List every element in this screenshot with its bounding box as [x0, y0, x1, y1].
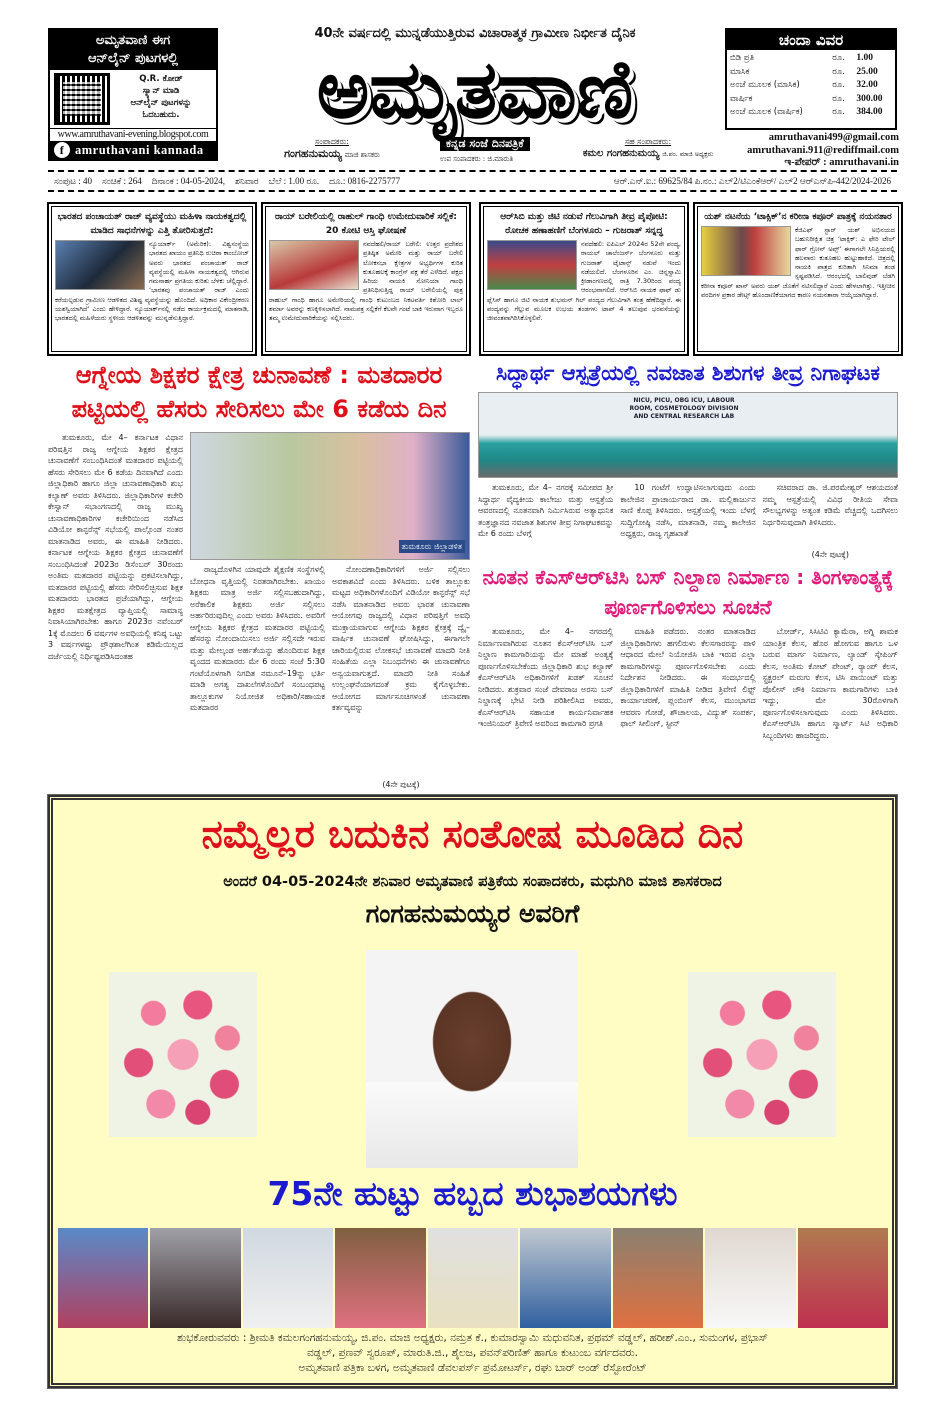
qr-code[interactable]	[54, 73, 110, 125]
qr-instructions: Q.R. ಕೋಡ್ ಸ್ಕ್ಯಾನ್ ಮಾಡಿ ಆನ್‌ಲೈನ್ ಪುಟಗಳನ್ನು ಓದಬಹುದು.	[130, 74, 192, 120]
family-photo	[520, 1228, 610, 1328]
election-headline[interactable]: ಆಗ್ನೇಯ ಶಿಕ್ಷಕರ ಕ್ಷೇತ್ರ ಚುನಾವಣೆ : ಮತದಾರರ ಪಟ್ಟಿಯಲ್ಲಿ ಹೆಸರು ಸೇರಿಸಲು ಮೇ 6 ಕಡೆಯ ದಿನ	[71, 361, 447, 423]
news-headline[interactable]: ಭಾರತದ ಪಂಚಾಯತ್ ರಾಜ್ ವ್ಯವಸ್ಥೆಯು ಮಹಿಳಾ ನಾಯಕತ್ವದಲ್ಲಿ ಮಾಡಿದ ಸಾಧನೆಗಳನ್ನು ಎತ್ತಿ ತೋರಿಸುತ್ತದೆ:	[57, 212, 247, 236]
election-meeting-photo	[190, 432, 470, 560]
news-photo	[701, 226, 791, 276]
bus-col-1: ತುಮಕೂರು, ಮೇ 4– ನಗರದಲ್ಲಿ ನಿರ್ಮಾಣವಾಗಿರುವ ನೂತನ ಕೆಎಸ್‌ಆರ್‌ಟಿಸಿ ಬಸ್ ನಿಲ್ದಾಣ ಕಾಮಗಾರಿಯನ್ನು ಮೇ ಮಾಹೆ ಅಂತ್ಯಕ್ಕೆ ಪೂರ್ಣಗೊಳಿಸಬೇಕೆಂದು ಜಿಲ್ಲಾಧಿಕಾರಿ ಶುಭ ಕಲ್ಯಾಣ್ ಕೆಎಸ್‌ಆರ್‌ಟಿಸಿ ಅಧಿಕಾರಿಗಳಿಗೆ ಖಡಕ್ ಸೂಚನೆ ನೀಡಿದರು. ಶುಕ್ರವಾರ ಸಂಜೆ ದೇವರಾಜ ಅರಸು ಬಸ್ ನಿಲ್ದಾಣಕ್ಕೆ ಭೇಟಿ ನೀಡಿ ಪರಿಶೀಲಿಸಿದ ಅವರು, ಕೆಎಸ್‌ಆರ್‌ಟಿಸಿ ಸಹಾಯಕ ಕಾರ್ಯನಿರ್ವಾಹಕ ಇಂಜಿನಿಯರ್ ತ್ರಿವೇಣಿ ಅವರಿಂದ ಕಾಮಗಾರಿ ಪ್ರಗತಿ	[478, 627, 614, 728]
family-photo	[428, 1228, 518, 1328]
photo-banner-text: NICU, PICU, OBG ICU, LABOUR ROOM, COSMETOLOGY DIVISION AND CENTRAL RESEARCH LAB	[629, 397, 739, 420]
news-photo	[487, 240, 577, 290]
volume: ಸಂಪುಟ : 40	[54, 175, 92, 186]
online-pages-title: ಅಮೃತವಾಣಿ ಈಗ ಆನ್‌ಲೈನ್ ಪುಟಗಳಲ್ಲಿ	[50, 30, 216, 70]
subscription-title: ಚಂದಾ ವಿವರ	[727, 30, 895, 50]
table-row: ಮಾಸಿಕ ರೂ. 25.00	[730, 66, 878, 77]
family-photo	[150, 1228, 240, 1328]
bus-col-3: ಬೋರ್ಡ್, ಸಿಸಿಟಿವಿ ಕ್ಯಾಮೆರಾ, ಅಗ್ನಿ ಶಾಮಕ ಯಾಂತ್ರಿಕ ಕೆಲಸ, ಹೊರ ಹೋಗುವ ಹಾಗೂ ಒಳ ಬರುವ ಮಾರ್ಗ ನಿರ್ಮಾಣ, ಲ್ಯಾಂಡ್ ಸ್ಕೇಪಿಂಗ್ ಕೆಲಸ, ಅಂತಿಮ ಕೋಟ್ ಪೇಂಟ್, ರ್‍ಯಾಂಪ್ ಕೆಲಸ, ಸ್ಟ್ರಕ್ಚರಲ್ ಮರುಗು ಕೆಲಸ, ಟಿಸಿ ಪಾಯಿಂಟ್ ಮತ್ತು ಪೊಲೀಸ್ ಚೌಕಿ ನಿರ್ಮಾಣ ಕಾಮಗಾರಿಗಳು ಬಾಕಿ ಇದ್ದು, ಮೇ 30ರೊಳಗಾಗಿ ಪೂರ್ಣಗೊಳಿಸಲಾಗುವುದು ಎಂದು ತಿಳಿಸಿದರು. ಕೆಎಸ್‌ಆರ್‌ಟಿಸಿ ಹಾಗೂ ಸ್ಮಾರ್ಟ್ ಸಿಟಿ ಅಧಿಕಾರಿ ಸಿಬ್ಬಂದಿಗಳು ಹಾಜರಿದ್ದರು.	[762, 627, 898, 740]
issue-number: ಸಂಚಿಕೆ : 264	[101, 175, 142, 186]
news-body: ನ್ಯೂಯಾರ್ಕ್ (ಅಮೆರಿಕ): ವಿಶ್ವಸಂಸ್ಥೆಯ ಭಾರತದ ಖಾಯಂ ಪ್ರತಿನಿಧಿ ರುಚಿರಾ ಕಾಂಬೋಜ್ ಅವರು ಭಾರತದ ಪಂಚಾಯತ್ ರಾಜ್ ವ್ಯವಸ್ಥೆಯಲ್ಲಿ ಮಹಿಳಾ ನಾಯಕತ್ವದಲ್ಲಿ ಆಗಿರುವ ಗಮನಾರ್ಹ ಪ್ರಗತಿಯ ಕುರಿತು ಬೆಳಕು ಚೆಲ್ಲಿದ್ದಾರೆ. ‘ಭಾರತವು ಪಂಚಾಯತ್ ರಾಜ್ ಎಂದು ಕರೆಯಲ್ಪಡುವ ಗ್ರಾಮೀಣ ಆಡಳಿತದ ವಿಶಿಷ್ಟ ವ್ಯವಸ್ಥೆಯನ್ನು ಹೊಂದಿದೆ. ಅಧಿಕಾರ ವಿಕೇಂದ್ರೀಕರಣ ಯಶಸ್ವಿಯಾಗಿದೆ’ ಎಂದು ಹೇಳಿದ್ದಾರೆ. ನ್ಯೂಯಾರ್ಕ್‌ನಲ್ಲಿ ನಡೆದ ಕಾರ್ಯಕ್ರಮದಲ್ಲಿ ಮಾತನಾಡಿ, ಭಾರತದಲ್ಲಿ ಮಹಿಳೆಯರು ಸ್ಥಳೀಯ ಆಡಳಿತವನ್ನು ಮುನ್ನಡೆಸುತ್ತಿದ್ದಾರೆ.	[55, 240, 249, 323]
table-row: ಬಿಡಿ ಪ್ರತಿ ರೂ. 1.00	[730, 53, 873, 63]
greeting-headline: ನಮ್ಮೆಲ್ಲರ ಬದುಕಿನ ಸಂತೋಷ ಮೂಡಿದ ದಿನ	[201, 812, 744, 856]
epaper-link[interactable]: ಇ-ಪೇಪರ್ : amruthavani.in	[784, 157, 899, 168]
hospital-press-photo	[478, 392, 898, 478]
rose-bouquet-right	[688, 972, 836, 1137]
family-photo	[798, 1228, 888, 1328]
news-headline[interactable]: ಆರ್‌ಸಿಬಿ ಮತ್ತು ಜಿಟಿ ನಡುವೆ ಗೆಲುವಿಗಾಗಿ ತೀವ್ರ ಪೈಪೋಟಿ: ರೋಚಕ ಹಣಾಹಣಿಗೆ ಬೆಂಗಳೂರು – ಗುಜರಾತ್ ಸನ್ನದ್ಧ	[500, 212, 668, 236]
election-col-3: ನೋಂದಣಾಧಿಕಾರಿಗಳಿಗೆ ಅರ್ಜಿ ಸಲ್ಲಿಸಲು ಅವಕಾಶವಿದೆ ಎಂದು ತಿಳಿಸಿದರು. ಬಳಿಕ ತಾಲ್ಲೂಕು ಮಟ್ಟದ ಅಧಿಕಾರಿಗಳೊಂದಿಗೆ ವಿಡಿಯೋ ಕಾನ್ಫರೆನ್ಸ್ ಸಭೆ ನಡೆಸಿ ಮಾತನಾಡಿದ ಅವರು ಭಾರತ ಚುನಾವಣಾ ಆಯೋಗವು ರಾಜ್ಯದಲ್ಲಿ ವಿಧಾನ ಪರಿಷತ್ತಿಗೆ ಅವಧಿ ಮುಕ್ತಾಯವಾಗುವ ಆಗ್ನೇಯ ಶಿಕ್ಷಕರ ಕ್ಷೇತ್ರಕ್ಕೆ ದ್ವೈ–ವಾರ್ಷಿಕ ಚುನಾವಣೆ ಘೋಷಿಸಿದ್ದು, ಈಗಾಗಲೇ ಜಾರಿಯಲ್ಲಿರುವ ಲೋಕಸಭೆ ಚುನಾವಣೆ ಮಾದರಿ ನೀತಿ ಸಂಹಿತೆಯ ಎಲ್ಲಾ ನಿಬಂಧನೆಗಳು ಈ ಚುನಾವಣೆಗೂ ಅನ್ವಯವಾಗುತ್ತದೆ. ಮಾದರಿ ನೀತಿ ಸಂಹಿತೆ ಉಲ್ಲಂಘನೆಯಾಗದಂತೆ ಕ್ರಮ ಕೈಗೊಳ್ಳಬೇಕು. ಆಯೋಗದ ಮಾರ್ಗಸೂಚಿಗಳಂತೆ ಚುನಾವಣಾ ಕರ್ತವ್ಯವನ್ನು	[332, 565, 470, 712]
news-body: ಕೆಜಿಎಫ್ ಸ್ಟಾರ್ ಯಶ್ ಅಭಿನಯದ ಬಹುನಿರೀಕ್ಷಿತ ಚಿತ್ರ ‘ಟಾಕ್ಸಿಕ್: ಎ ಫೇರಿ ಟೇಲ್ ಫಾರ್ ಗ್ರೋನ್ ಅಪ್ಸ್’ ಈಗಾಗಲೇ ಸಿನಿಪ್ರಿಯರಲ್ಲಿ ಹಲವಾರು ಕುತೂಹಲ ಹುಟ್ಟುಹಾಕಿದೆ. ಚಿತ್ರದಲ್ಲಿ ನಾಯಕಿ ಪಾತ್ರದ ಕುರಿತಾಗಿ ಸಿನಿಮಾ ತಂಡ ಸ್ಪಷ್ಟಪಡಿಸಿದೆ. ಆರಂಭದಲ್ಲಿ ಬಾಲಿವುಡ್ ಬೆಡಗಿ ಕರೀನಾ ಕಪೂರ್ ಖಾನ್ ಅವರು ಯಶ್ ಜೊತೆಗೆ ನಟಿಸಲಿದ್ದಾರೆ ಎಂದು ಹೇಳಲಾಗಿತ್ತು. ಇತ್ತೀಚಿನ ವರದಿಗಳ ಪ್ರಕಾರ ಡೇಟ್ಸ್ ಹೊಂದಾಣಿಕೆಯಾಗದ ಕಾರಣ ನಯನತಾರಾ ಆಯ್ಕೆಯಾಗಿದ್ದಾರೆ.	[701, 226, 895, 300]
family-photo	[243, 1228, 333, 1328]
right-articles	[478, 358, 898, 790]
family-photo	[613, 1228, 703, 1328]
honoree-portrait	[366, 950, 578, 1168]
bus-col-2: ಮಾಹಿತಿ ಪಡೆದರು. ನಂತರ ಮಾತನಾಡಿದ ಜಿಲ್ಲಾಧಿಕಾರಿಗಳು ಹಗಲಿರುಳು ಕೆಲಸಗಾರರನ್ನು ಪಾಳಿ ಆಧಾರದ ಮೇಲೆ ನಿಯೋಜಿಸಿ ಬಾಕಿ ಇರುವ ಎಲ್ಲಾ ಕಾಮಗಾರಿಗಳನ್ನು ಪೂರ್ಣಗೊಳಿಸಬೇಕು ಎಂದು ನಿರ್ದೇಶನ ನೀಡಿದರು. ಈ ಸಂದರ್ಭದಲ್ಲಿ ಜಿಲ್ಲಾಧಿಕಾರಿಗಳಿಗೆ ಮಾಹಿತಿ ನೀಡಿದ ತ್ರಿವೇಣಿ ಲಿಫ್ಟ್ ಕಾರ್ಯಾಚರಣೆ, ಪ್ಲಂಬಿಂಗ್ ಕೆಲಸ, ಮುಂಭಾಗದ ಆವರಣ ಗೋಡೆ, ಶೌಚಾಲಯ, ವಿದ್ಯುತ್ ಸಂಪರ್ಕ, ಫಾಲ್ ಸೀಲಿಂಗ್, ಸ್ಟೀನ್	[620, 627, 756, 728]
sub-editor: ಉಪ ಸಂಪಾದಕರು : ಜಿ.ಮಾರುತಿ	[440, 155, 514, 163]
hospital-col-3: ಸಚಿವರಾದ ಡಾ. ಜಿ.ಪರಮೇಶ್ವರ್ ಆಶಯದಂತೆ ನಮ್ಮ ಆಸ್ಪತ್ರೆಯಲ್ಲಿ ವಿವಿಧ ರೀತಿಯ ಸೇವಾ ಸೌಲಭ್ಯಗಳನ್ನು ಅತ್ಯಂತ ಕಡಿಮೆ ವೆಚ್ಚದಲ್ಲಿ ಒದಗಿಸಲು ನಿರ್ಧರಿಸುವುದಾಗಿ ತಿಳಿಸಿದರು.	[762, 483, 898, 527]
rose-bouquet-left	[109, 972, 257, 1137]
online-pages-box	[48, 28, 218, 161]
news-headline[interactable]: ಯಶ್ ನಟನೆಯ ‘ಟಾಕ್ಸಿಕ್’ನ ಕರೀನಾ ಕಪೂರ್ ಪಾತ್ರಕ್ಕೆ ನಯನತಾರ	[704, 212, 892, 222]
issue-info-bar	[48, 170, 897, 192]
family-photo	[705, 1228, 795, 1328]
continued-link[interactable]: (4ನೇ ಪುಟಕ್ಕೆ)	[382, 779, 420, 789]
table-row: ಅಂಚೆ ಮೂಲಕ (ವಾರ್ಷಿಕ) ರೂ. 384.00	[730, 107, 883, 117]
continued-link[interactable]: (4ನೇ ಪುಟಕ್ಕೆ)	[811, 549, 849, 559]
price: ಬೆಲೆ : 1.00 ರೂ.	[268, 175, 320, 186]
masthead-tagline: 40ನೇ ವರ್ಷದಲ್ಲಿ ಮುನ್ನಡೆಯುತ್ತಿರುವ ವಿಚಾರಾತ್ಮಕ ಗ್ರಾಮೀಣ ನಿರ್ಭೀತ ದೈನಿಕ	[314, 26, 636, 41]
photo-caption: ತುಮಕೂರು ಜಿಲ್ಲಾಡಳಿತ	[399, 540, 465, 553]
birthday-wish: 75ನೇ ಹುಟ್ಟು ಹಬ್ಬದ ಶುಭಾಶಯಗಳು	[267, 1174, 678, 1213]
news-box[interactable]	[48, 203, 256, 355]
election-article	[48, 358, 470, 790]
news-box[interactable]	[694, 203, 902, 355]
election-col-3-wrap	[332, 564, 470, 790]
masthead-subtitle: ಕನ್ನಡ ಸಂಜೆ ದಿನಪತ್ರಿಕೆ	[440, 137, 530, 151]
phone: ದೂ.: 0816-2275777	[329, 175, 401, 186]
news-body: ನವದೆಹಲಿ: ಐಪಿಎಲ್ 2024ರ 52ನೇ ಪಂದ್ಯ, ರಾಯಲ್ ಚಾಲೆಂಜರ್ಸ್ ಬೆಂಗಳೂರು ಮತ್ತು ಗುಜರಾತ್ ಟೈಟಾನ್ಸ್ ನಡುವೆ ಇಂದು ನಡೆಯಲಿದೆ. ಬೆಂಗಳೂರಿನ ಎಂ. ಚಿನ್ನಸ್ವಾಮಿ ಕ್ರೀಡಾಂಗಣದಲ್ಲಿ ರಾತ್ರಿ 7.30ರಿಂದ ಪಂದ್ಯ ಆರಂಭವಾಗಲಿದೆ. ಆರ್‌ಸಿಬಿ ನಾಯಕ ಫಾಫ್ ಡು ಪ್ಲೆಸಿಸ್ ಹಾಗೂ ಜಿಟಿ ನಾಯಕ ಶುಭಮನ್ ಗಿಲ್ ಪಂದ್ಯದ ಗೆಲುವಿಗಾಗಿ ತಂತ್ರ ಹೆಣೆದಿದ್ದಾರೆ. ಈ ಪಂದ್ಯವನ್ನು ಗೆಲ್ಲುವ ಮೂಲಕ ಉಭಯ ತಂಡಗಳು ಟಾಪ್ 4 ತಲುಪುವ ಭರವಸೆಯನ್ನು ಜೀವಂತವಾಗಿರಿಸಿಕೊಳ್ಳಲಿವೆ.	[487, 240, 681, 323]
bus-stand-headline[interactable]: ನೂತನ ಕೆಎಸ್‌ಆರ್‌ಟಿಸಿ ಬಸ್ ನಿಲ್ದಾಣ ನಿರ್ಮಾಣ : ತಿಂಗಳಾಂತ್ಯಕ್ಕೆ ಪೂರ್ಣಗೊಳಿಸಲು ಸೂಚನೆ	[482, 565, 894, 619]
subscription-box	[725, 28, 897, 130]
honoree-name: ಗಂಗಹನುಮಯ್ಯರ ಅವರಿಗೆ	[365, 899, 580, 928]
election-col-1: ತುಮಕೂರು, ಮೇ 4– ಕರ್ನಾಟಕ ವಿಧಾನ ಪರಿಷತ್ತಿನ ರಾಜ್ಯ ಆಗ್ನೇಯ ಶಿಕ್ಷಕರ ಕ್ಷೇತ್ರದ ಚುನಾವಣೆಗೆ ಸಂಬಂಧಿಸಿದಂತೆ ಮತದಾರರ ಪಟ್ಟಿಯಲ್ಲಿ ಹೆಸರು ಸೇರಿಸಲು ಮೇ 6 ಕಡೆಯ ದಿನವಾಗಿದೆ ಎಂದು ಜಿಲ್ಲಾಧಿಕಾರಿ ಹಾಗೂ ಜಿಲ್ಲಾ ಚುನಾವಣಾಧಿಕಾರಿ ಶುಭ ಕಲ್ಯಾಣ್ ಅವರು ತಿಳಿಸಿದರು. ಜಿಲ್ಲಾಧಿಕಾರಿಗಳ ಕಚೇರಿ ಕೇಸ್ವಾನ್ ಸಭಾಂಗಣದಲ್ಲಿ ರಾಜ್ಯ ಮುಖ್ಯ ಚುನಾವಣಾಧಿಕಾರಿಗಳ ಕಚೇರಿಯಿಂದ ನಡೆಸಿದ ವಿಡಿಯೋ ಕಾನ್ಫರೆನ್ಸ್ ಸಭೆಯಲ್ಲಿ ಪಾಲ್ಗೊಂಡ ನಂತರ ಮಾತನಾಡಿದ ಅವರು, ಈ ಮಾಹಿತಿ ನೀಡಿದರು. ಕರ್ನಾಟಕ ಆಗ್ನೇಯ ಶಿಕ್ಷಕರ ಕ್ಷೇತ್ರದ ಚುನಾವಣೆಗೆ ಸಂಬಂಧಿಸಿದಂತೆ 2023ರ ಡಿಸೆಂಬರ್ 30ರಂದು ಅಂತಿಮ ಮತದಾರರ ಪಟ್ಟಿಯನ್ನು ಪ್ರಕಟಿಸಲಾಗಿದ್ದು, ಮತದಾರರ ಪಟ್ಟಿಯಲ್ಲಿ ಹೆಸರು ಸೇರಿಸಲಿಚ್ಛಿಸುವ ಶಿಕ್ಷಕ ಮತದಾರರು ಭಾರತದ ಪ್ರಜೆಯಾಗಿದ್ದು, ಆಗ್ನೇಯ ಶಿಕ್ಷಕರ ಮತಕ್ಷೇತ್ರದ ವ್ಯಾಪ್ತಿಯಲ್ಲಿ ಸಾಮಾನ್ಯ ನಿವಾಸಿಯಾಗಿರಬೇಕು ಹಾಗೂ 2023ರ ನವೆಂಬರ್ 1ಕ್ಕೆ ಮೊದಲು 6 ವರ್ಷಗಳ ಅವಧಿಯಲ್ಲಿ ಕನಿಷ್ಠ ಒಟ್ಟು 3 ವರ್ಷಗಳಷ್ಟು ಪ್ರೌಢಶಾಲೆಗಿಂತ ಕಡಿಮೆಯಿಲ್ಲದ ದರ್ಜೆಯಲ್ಲಿ ನಿರ್ಧಿಷ್ಟಪಡಿಸಿದಂತಹ	[48, 433, 183, 661]
email-rediff[interactable]: amruthavani.911@rediffmail.com	[747, 145, 899, 156]
greeting-line: ಅಂದರೆ 04-05-2024ನೇ ಶನಿವಾರ ಅಮೃತವಾಣಿ ಪತ್ರಿಕೆಯ ಸಂಪಾದಕರು, ಮಧುಗಿರಿ ಮಾಜಿ ಶಾಸಕರಾದ	[223, 874, 722, 890]
facebook-icon: f	[54, 142, 70, 158]
facebook-link[interactable]: f amruthavani kannada	[50, 141, 216, 159]
hospital-col-2: 10 ಗಂಟೆಗೆ ಉದ್ಘಾಟಿಸಲಾಗುವುದು ಎಂದು ಕಾಲೇಜಿನ ಪ್ರಾಚಾರ್ಯರಾದ ಡಾ. ಮಲ್ಲಿಕಾರ್ಜುನ ಸಾಣಿ ಕೊಪ್ಪ ತಿಳಿಸಿದರು. ಆಸ್ಪತ್ರೆಯಲ್ಲಿ ಇಂದು ಬೆಳಗ್ಗೆ ಸುದ್ದಿಗೋಷ್ಠಿ ನಡೆಸಿ, ಮಾತನಾಡಿ, ನಮ್ಮ ಕಾಲೇಜಿನ ಅಧ್ಯಕ್ಷರು, ರಾಜ್ಯ ಗೃಹಖಾತೆ	[620, 483, 756, 538]
newspaper-logo: ಅಮೃತವಾಣಿ	[316, 43, 634, 136]
news-headline[interactable]: ರಾಯ್ ಬರೇಲಿಯಲ್ಲಿ ರಾಹುಲ್ ಗಾಂಧಿ ಉಮೇದುವಾರಿಕೆ ಸಲ್ಲಿಕೆ: 20 ಕೋಟಿ ಆಸ್ತಿ ಘೋಷಣೆ	[274, 212, 457, 236]
table-row: ಅಂಚೆ ಮೂಲಕ (ಮಾಸಿಕ) ರೂ. 32.00	[730, 80, 878, 90]
family-photos-row	[58, 1228, 888, 1328]
hospital-col-1: ತುಮಕೂರು, ಮೇ 4– ನಗರಕ್ಕೆ ಸಮೀಪದ ಶ್ರೀ ಸಿದ್ಧಾರ್ಥ ವೈದ್ಯಕೀಯ ಕಾಲೇಜು ಮತ್ತು ಆಸ್ಪತ್ರೆಯ ಆವರಣದಲ್ಲಿ ನೂತನವಾಗಿ ನಿರ್ಮಿಸಿರುವ ಅತ್ಯಾಧುನಿಕ ತಂತ್ರಜ್ಞಾನದ ನವಜಾತ ಶಿಶುಗಳ ತೀವ್ರ ನಿಗಾಘಟಕವನ್ನು ಮೇ 6 ರಂದು ಬೆಳಗ್ಗೆ	[478, 483, 614, 538]
news-box[interactable]	[480, 203, 688, 355]
issue-day: ಶನಿವಾರ	[235, 175, 259, 186]
registration: ಆರ್.ಎನ್.ಐ.: 69625/84 ಪಿ.ನಂ.: ಎಲ್2/ಟಿಎಂಕೆಆರ್/ ಎಲ್2 ಆರ್‌ಎನ್‌ಪಿ-442/2024-2026	[613, 175, 891, 186]
issue-date: ದಿನಾಂಕ : 04-05-2024,	[151, 175, 225, 186]
email-gmail[interactable]: amruthavani499@gmail.com	[768, 132, 899, 143]
news-photo	[269, 240, 359, 290]
family-photo	[335, 1228, 425, 1328]
election-col-2: ರಾಜ್ಯದೊಳಗಿನ ಯಾವುದೇ ಶೈಕ್ಷಣಿಕ ಸಂಸ್ಥೆಗಳಲ್ಲಿ ಬೋಧನಾ ವೃತ್ತಿಯಲ್ಲಿ ನಿರತರಾಗಿರಬೇಕು. ಖಾಯಂ ಶಿಕ್ಷಕರು ಮಾತ್ರ ಅರ್ಜಿ ಸಲ್ಲಿಸಬಹುದಾಗಿದ್ದು, ಅರೆಕಾಲಿಕ ಶಿಕ್ಷಕರು ಅರ್ಜಿ ಸಲ್ಲಿಸಲು ಅರ್ಹರಿರುವುದಿಲ್ಲ ಎಂದು ಅವರು ತಿಳಿಸಿದರು. ಅವರಿಗೆ ಆಗ್ನೇಯ ಶಿಕ್ಷಕರ ಕ್ಷೇತ್ರದ ಮತದಾರರ ಪಟ್ಟಿಯಲ್ಲಿ ಹೆಸರನ್ನು ನೋಂದಾಯಿಸಲು ಅರ್ಜಿ ಸಲ್ಲಿಸದೇ ಇರುವ ಮತ್ತು ಮೇಲ್ಕಂಡ ಅರ್ಹತೆಯನ್ನು ಹೊಂದಿರುವ ಶಿಕ್ಷಕ ವೃಂದದ ಮತದಾರರು ಮೇ 6 ರಂದು ಸಂಜೆ 5:30 ಗಂಟೆಯೊಳಗಾಗಿ ನಿಗದಿತ ನಮೂನೆ–19ನ್ನು ಭರ್ತಿ ಮಾಡಿ ಅಗತ್ಯ ದಾಖಲೆಗಳೊಂದಿಗೆ ಸಂಬಂಧಪಟ್ಟ ತಾಲ್ಲೂಕುಗಳ ನಿಯೋಜಿತ ಅಧಿಕಾರಿ/ಸಹಾಯಕ ಮತದಾರರ	[190, 565, 325, 712]
news-body: ನವದೆಹಲಿ/ರಾಯ್ ಬರೇಲಿ: ಉತ್ತರ ಪ್ರದೇಶದ ಪ್ರತಿಷ್ಠಿತ ಅಮೇಠಿ ಮತ್ತು ರಾಯ್ ಬರೇಲಿ ಲೋಕಸಭಾ ಕ್ಷೇತ್ರಗಳ ಅಭ್ಯರ್ಥಿಗಳ ಕುರಿತ ಕುತೂಹಲಕ್ಕೆ ಕಾಂಗ್ರೆಸ್ ಪಕ್ಷ ತೆರೆ ಎಳೆದಿದೆ. ಪಕ್ಷದ ಹಿರಿಯ ನಾಯಕಿ ಸೋನಿಯಾ ಗಾಂಧಿ ಪ್ರತಿನಿಧಿಸುತ್ತಿದ್ದ ರಾಯ್ ಬರೇಲಿಯಲ್ಲಿ ಪುತ್ರ ರಾಹುಲ್ ಗಾಂಧಿ ಹಾಗೂ ಅಮೇಠಿಯಲ್ಲಿ ಗಾಂಧಿ ಕುಟುಂಬದ ನಿಕಟವರ್ತಿ ಕಿಶೋರಿ ಲಾಲ್ ಶರ್ಮಾ ಅವರನ್ನು ಕಣಕ್ಕಿಳಿಸಲಾಗಿದೆ. ನಾಮಪತ್ರ ಸಲ್ಲಿಕೆಗೆ ಕೆಲವೇ ಗಂಟೆ ಬಾಕಿ ಇರುವಾಗ ಇಬ್ಬರೂ ತಮ್ಮ ಉಮೇದುವಾರಿಕೆಯನ್ನು ಸಲ್ಲಿಸಿದರು.	[269, 240, 463, 323]
family-photo	[58, 1228, 148, 1328]
blog-url[interactable]: www.amruthavani-evening.blogspot.com	[50, 128, 216, 141]
news-photo	[55, 240, 145, 290]
table-row: ವಾರ್ಷಿಕ ರೂ. 300.00	[730, 93, 883, 104]
news-box[interactable]	[262, 203, 470, 355]
wishers-list: ಶುಭಕೋರುವವರು : ಶ್ರೀಮತಿ ಕಮಲಗಂಗಹನುಮಯ್ಯ, ಜಿ.ಪಂ. ಮಾಜಿ ಅಧ್ಯಕ್ಷರು, ನಮ್ರತ ಕೆ., ಕುಮಾರಸ್ವಾಮಿ ಮಧುವನಿತ, ಪ್ರಥಮ್ ವಡ್ಡಲ್, ಹರೀಶ್.ಎಂ., ಸುಮಂಗಳ, ಪ್ರಭಾಸ್ ವಡ್ಡಲ್, ಪ್ರಣವ್ ಸ್ವರೂಪ್, ಮಾರುತಿ.ಜಿ., ಶೈಲಜ, ಪವನ್‌ಪರಿಣಿತ್ ಹಾಗೂ ಕುಟುಂಬ ವರ್ಗದವರು. ಅಮೃತವಾಣಿ ಪತ್ರಿಕಾ ಬಳಗ, ಅಮೃತವಾಣಿ ಡೆವಲಪರ್ಸ್ ಪ್ರಮೋಟರ್ಸ್, ರಘು ಬಾರ್ ಅಂಡ್ ರೆಸ್ಟೋರೆಂಟ್	[177, 1332, 768, 1374]
subscription-table	[727, 52, 895, 120]
hospital-headline[interactable]: ಸಿದ್ಧಾರ್ಥ ಆಸ್ಪತ್ರೆಯಲ್ಲಿ ನವಜಾತ ಶಿಶುಗಳ ತೀವ್ರ ನಿಗಾಘಟಕ	[496, 361, 880, 385]
co-editor-block: ಸಹ ಸಂಪಾದಕರು: ಕಮಲ ಗಂಗಹನುಮಯ್ಯ ಜಿ.ಪಂ. ಮಾಜಿ ಅಧ್ಯಕ್ಷರು	[582, 137, 714, 159]
hospital-col-3-wrap	[763, 482, 898, 560]
editor-block: ಸಂಪಾದಕರು: ಗಂಗಹನುಮಯ್ಯ ಮಾಜಿ ಶಾಸಕರು	[284, 137, 380, 160]
